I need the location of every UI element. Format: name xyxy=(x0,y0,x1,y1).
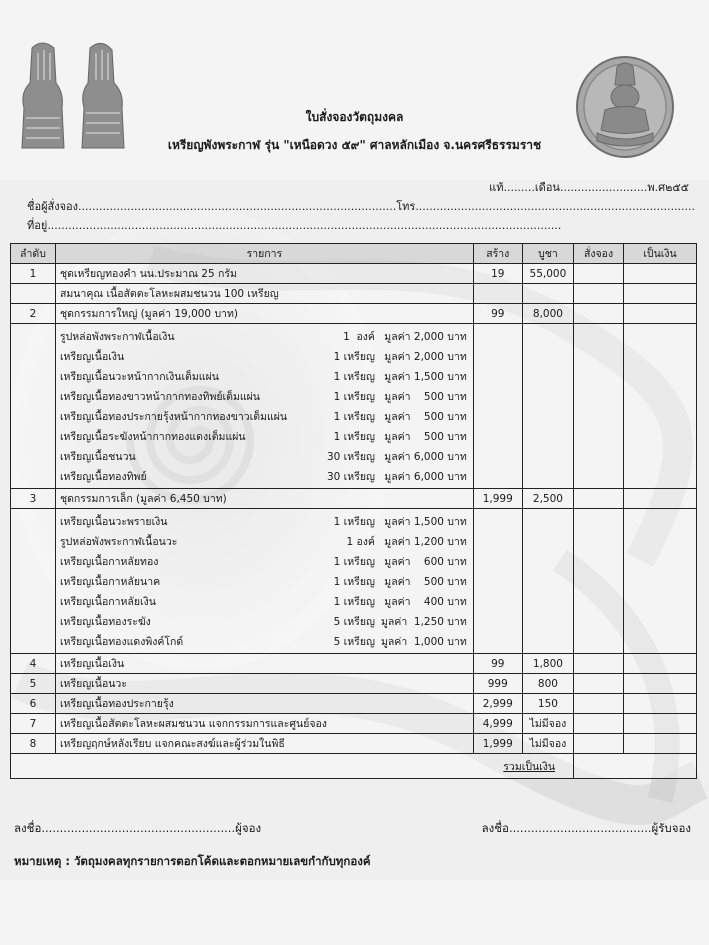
row-price xyxy=(522,284,573,304)
empty-cell xyxy=(624,324,697,489)
row-item: ชุดกรรมการเล็ก (มูลค่า 6,450 บาท) xyxy=(55,489,473,509)
detail-item-value: มูลค่า 1,500 บาท xyxy=(384,515,467,528)
orderer-name-field[interactable]: ........................................................................................... xyxy=(78,200,397,213)
address-line xyxy=(27,216,561,234)
detail-item-quantity: 30 เหรียญ xyxy=(326,470,375,483)
detail-item xyxy=(60,406,469,426)
table-row xyxy=(11,304,697,324)
detail-item xyxy=(60,346,469,366)
row-amount-input[interactable] xyxy=(624,654,697,674)
table-row xyxy=(11,734,697,754)
detail-item-name: เหรียญเนื้อกาหลัยทอง xyxy=(59,555,159,568)
table-header-row xyxy=(11,244,697,264)
table-row xyxy=(11,694,697,714)
detail-item-name: เหรียญเนื้อชนวน xyxy=(59,450,136,463)
detail-item-quantity: 5 เหรียญ xyxy=(333,615,375,628)
phone-field[interactable]: ................................................................................ xyxy=(415,200,696,213)
date-field[interactable]: แท้.........เดือน.........................พ.ศ๒๕๕ xyxy=(489,181,689,194)
row-produced: 4,999 xyxy=(473,714,522,734)
detail-item-quantity: 1 เหรียญ xyxy=(333,390,375,403)
row-price: 1,800 xyxy=(522,654,573,674)
form-title: ใบสั่งจองวัตถุมงคล xyxy=(305,110,404,124)
row-produced: 19 xyxy=(473,264,522,284)
empty-cell xyxy=(574,509,624,654)
detail-item-name: เหรียญเนื้อทองทิพย์ xyxy=(59,470,147,483)
row-produced: 999 xyxy=(473,674,522,694)
row-item: ชุดเหรียญทองคำ นน.ประมาณ 25 กรัม xyxy=(55,264,473,284)
row-price: 150 xyxy=(522,694,573,714)
row-order-input[interactable] xyxy=(574,694,624,714)
row-produced: 99 xyxy=(473,304,522,324)
row-price: 2,500 xyxy=(522,489,573,509)
set3-detail-list xyxy=(55,509,473,654)
header-produced: สร้าง xyxy=(473,244,522,264)
header-no: ลำดับ xyxy=(11,244,56,264)
detail-item-value: มูลค่า 500 บาท xyxy=(384,430,467,443)
order-table xyxy=(10,243,697,779)
detail-item-value: มูลค่า 1,500 บาท xyxy=(384,370,467,383)
row-item: เหรียญเนื้อเงิน xyxy=(55,654,473,674)
detail-item xyxy=(60,611,469,631)
orderer-signature-line[interactable]: ลงชื่อ.....................................................ผู้จอง xyxy=(14,821,262,835)
row-price: 55,000 xyxy=(522,264,573,284)
row-price: ไม่มีจอง xyxy=(522,714,573,734)
row-no: 5 xyxy=(11,674,56,694)
detail-item-name: รูปหล่อพังพระกาฬเนื้อนวะ xyxy=(59,535,178,548)
row-no: 3 xyxy=(11,489,56,509)
row-produced: 2,999 xyxy=(473,694,522,714)
detail-item-name: เหรียญเนื้อนวะหน้ากากเงินเต็มแผ่น xyxy=(59,370,219,383)
form-subtitle: เหรียญพังพระกาฬ รุ่น "เหนือดวง ๕๙" ศาลหลักเมือง จ.นครศรีธรรมราช xyxy=(167,138,542,152)
detail-item xyxy=(60,386,469,406)
row-no xyxy=(11,284,56,304)
row-order-input[interactable] xyxy=(574,264,624,284)
detail-item-quantity: 1 เหรียญ xyxy=(333,350,375,363)
empty-cell xyxy=(11,509,56,654)
detail-item-quantity: 30 เหรียญ xyxy=(326,450,375,463)
set3-detail-row xyxy=(11,509,697,654)
detail-item-name: เหรียญเนื้อทองประกายรุ้งหน้ากากทองขาวเต็มแผ่น xyxy=(59,410,288,423)
detail-item-name: เหรียญเนื้อเงิน xyxy=(59,350,125,363)
detail-item-value: มูลค่า 500 บาท xyxy=(384,390,467,403)
row-amount-input[interactable] xyxy=(624,284,697,304)
detail-item-name: เหรียญเนื้อระฆังหน้ากากทองแดงเต็มแผ่น xyxy=(59,430,246,443)
row-amount-input[interactable] xyxy=(624,674,697,694)
row-price: 800 xyxy=(522,674,573,694)
detail-item-quantity: 1 เหรียญ xyxy=(333,595,375,608)
detail-item xyxy=(60,551,469,571)
set2-detail-list xyxy=(55,324,473,489)
detail-item-name: เหรียญเนื้อทองแดงพิงค์โกด์ xyxy=(59,635,184,648)
row-no: 1 xyxy=(11,264,56,284)
empty-cell xyxy=(473,324,522,489)
row-order-input[interactable] xyxy=(574,304,624,324)
address-label: ที่อยู่ xyxy=(27,219,48,232)
detail-item-name: เหรียญเนื้อกาหลัยเงิน xyxy=(59,595,156,608)
detail-item-name: เหรียญเนื้อทองระฆัง xyxy=(59,615,151,628)
detail-item-value: มูลค่า 600 บาท xyxy=(384,555,467,568)
phone-label: โทร xyxy=(396,200,416,213)
table-row xyxy=(11,284,697,304)
empty-cell xyxy=(11,324,56,489)
empty-cell xyxy=(522,324,573,489)
header-amount: เป็นเงิน xyxy=(624,244,697,264)
row-amount-input[interactable] xyxy=(624,734,697,754)
detail-item-quantity: 1 เหรียญ xyxy=(333,410,375,423)
row-order-input[interactable] xyxy=(574,714,624,734)
row-item: เหรียญเนื้อนวะ xyxy=(55,674,473,694)
detail-item-value: มูลค่า 6,000 บาท xyxy=(384,450,467,463)
row-produced: 1,999 xyxy=(473,734,522,754)
detail-item xyxy=(60,446,469,466)
table-row xyxy=(11,674,697,694)
row-order-input[interactable] xyxy=(574,734,624,754)
total-amount-field[interactable] xyxy=(574,754,697,779)
header-price: บูชา xyxy=(522,244,573,264)
table-row xyxy=(11,654,697,674)
detail-item xyxy=(60,591,469,611)
row-no: 2 xyxy=(11,304,56,324)
detail-item xyxy=(60,366,469,386)
detail-item-value: มูลค่า 6,000 บาท xyxy=(384,470,467,483)
footnote: หมายเหตุ : วัตถุมงคลทุกรายการตอกโค้ดและตอกหมายเลขกำกับทุกองค์ xyxy=(14,854,371,868)
row-amount-input[interactable] xyxy=(624,264,697,284)
empty-cell xyxy=(473,509,522,654)
row-item: ชุดกรรมการใหญ่ (มูลค่า 19,000 บาท) xyxy=(55,304,473,324)
row-order-input[interactable] xyxy=(574,674,624,694)
detail-item-quantity: 1 เหรียญ xyxy=(333,370,375,383)
table-row xyxy=(11,489,697,509)
row-item: สมนาคุณ เนื้อสัตตะโลหะผสมชนวน 100 เหรียญ xyxy=(55,284,473,304)
row-produced xyxy=(473,284,522,304)
receiver-signature-line[interactable]: ลงชื่อ.......................................ผู้รับจอง xyxy=(481,821,691,835)
detail-item-value: มูลค่า 400 บาท xyxy=(384,595,467,608)
row-amount-input[interactable] xyxy=(624,489,697,509)
row-price: 8,000 xyxy=(522,304,573,324)
row-item: เหรียญเนื้อทองประกายรุ้ง xyxy=(55,694,473,714)
detail-item-value: มูลค่า 1,200 บาท xyxy=(384,535,467,548)
detail-item-quantity: 1 เหรียญ xyxy=(333,575,375,588)
header-item: รายการ xyxy=(55,244,473,264)
detail-item-quantity: 5 เหรียญ xyxy=(333,635,375,648)
detail-item-value: มูลค่า 500 บาท xyxy=(384,575,467,588)
header-order: สั่งจอง xyxy=(574,244,624,264)
row-produced: 99 xyxy=(473,654,522,674)
detail-item-quantity: 1 เหรียญ xyxy=(333,430,375,443)
detail-item-value: มูลค่า 1,000 บาท xyxy=(380,635,467,648)
detail-item xyxy=(60,466,469,486)
detail-item xyxy=(60,531,469,551)
row-order-input[interactable] xyxy=(574,284,624,304)
row-no: 4 xyxy=(11,654,56,674)
detail-item xyxy=(60,426,469,446)
orderer-name-line xyxy=(27,197,695,215)
row-order-input[interactable] xyxy=(574,489,624,509)
empty-cell xyxy=(624,509,697,654)
row-amount-input[interactable] xyxy=(624,304,697,324)
table-row xyxy=(11,714,697,734)
detail-item-quantity: 1 เหรียญ xyxy=(333,515,375,528)
detail-item xyxy=(60,571,469,591)
detail-item-name: เหรียญเนื้อนวะพรายเงิน xyxy=(59,515,168,528)
detail-item xyxy=(60,631,469,651)
row-amount-input[interactable] xyxy=(624,714,697,734)
row-order-input[interactable] xyxy=(574,654,624,674)
detail-item-value: มูลค่า 2,000 บาท xyxy=(384,350,467,363)
row-no: 7 xyxy=(11,714,56,734)
row-produced: 1,999 xyxy=(473,489,522,509)
detail-item-name: เหรียญเนื้อกาหลัยนาค xyxy=(59,575,161,588)
row-price: ไม่มีจอง xyxy=(522,734,573,754)
address-field[interactable]: ................................................................................................................................................... xyxy=(47,219,562,232)
detail-item-quantity: 1 เหรียญ xyxy=(333,555,375,568)
orderer-name-label: ชื่อผู้สั่งจอง xyxy=(27,200,79,213)
total-row xyxy=(11,754,697,779)
detail-item-value: มูลค่า 500 บาท xyxy=(384,410,467,423)
table-row xyxy=(11,264,697,284)
row-item: เหรียญฤกษ์หลังเรียบ แจกคณะสงฆ์และผู้ร่วมในพิธี xyxy=(55,734,473,754)
row-item: เหรียญเนื้อสัตตะโลหะผสมชนวน แจกกรรมการและศูนย์จอง xyxy=(55,714,473,734)
detail-item-name: เหรียญเนื้อทองขาวหน้ากากทองทิพย์เต็มแผ่น xyxy=(59,390,260,403)
set2-detail-row xyxy=(11,324,697,489)
row-no: 8 xyxy=(11,734,56,754)
row-amount-input[interactable] xyxy=(624,694,697,714)
detail-item-quantity: 1 องค์ xyxy=(343,330,375,343)
empty-cell xyxy=(574,324,624,489)
detail-item xyxy=(60,326,469,346)
detail-item-name: รูปหล่อพังพระกาฬเนื้อเงิน xyxy=(59,330,175,343)
empty-cell xyxy=(522,509,573,654)
total-label: รวมเป็นเงิน xyxy=(11,754,574,779)
detail-item xyxy=(60,511,469,531)
detail-item-value: มูลค่า 2,000 บาท xyxy=(384,330,467,343)
detail-item-value: มูลค่า 1,250 บาท xyxy=(380,615,467,628)
detail-item-quantity: 1 องค์ xyxy=(346,535,375,548)
row-no: 6 xyxy=(11,694,56,714)
